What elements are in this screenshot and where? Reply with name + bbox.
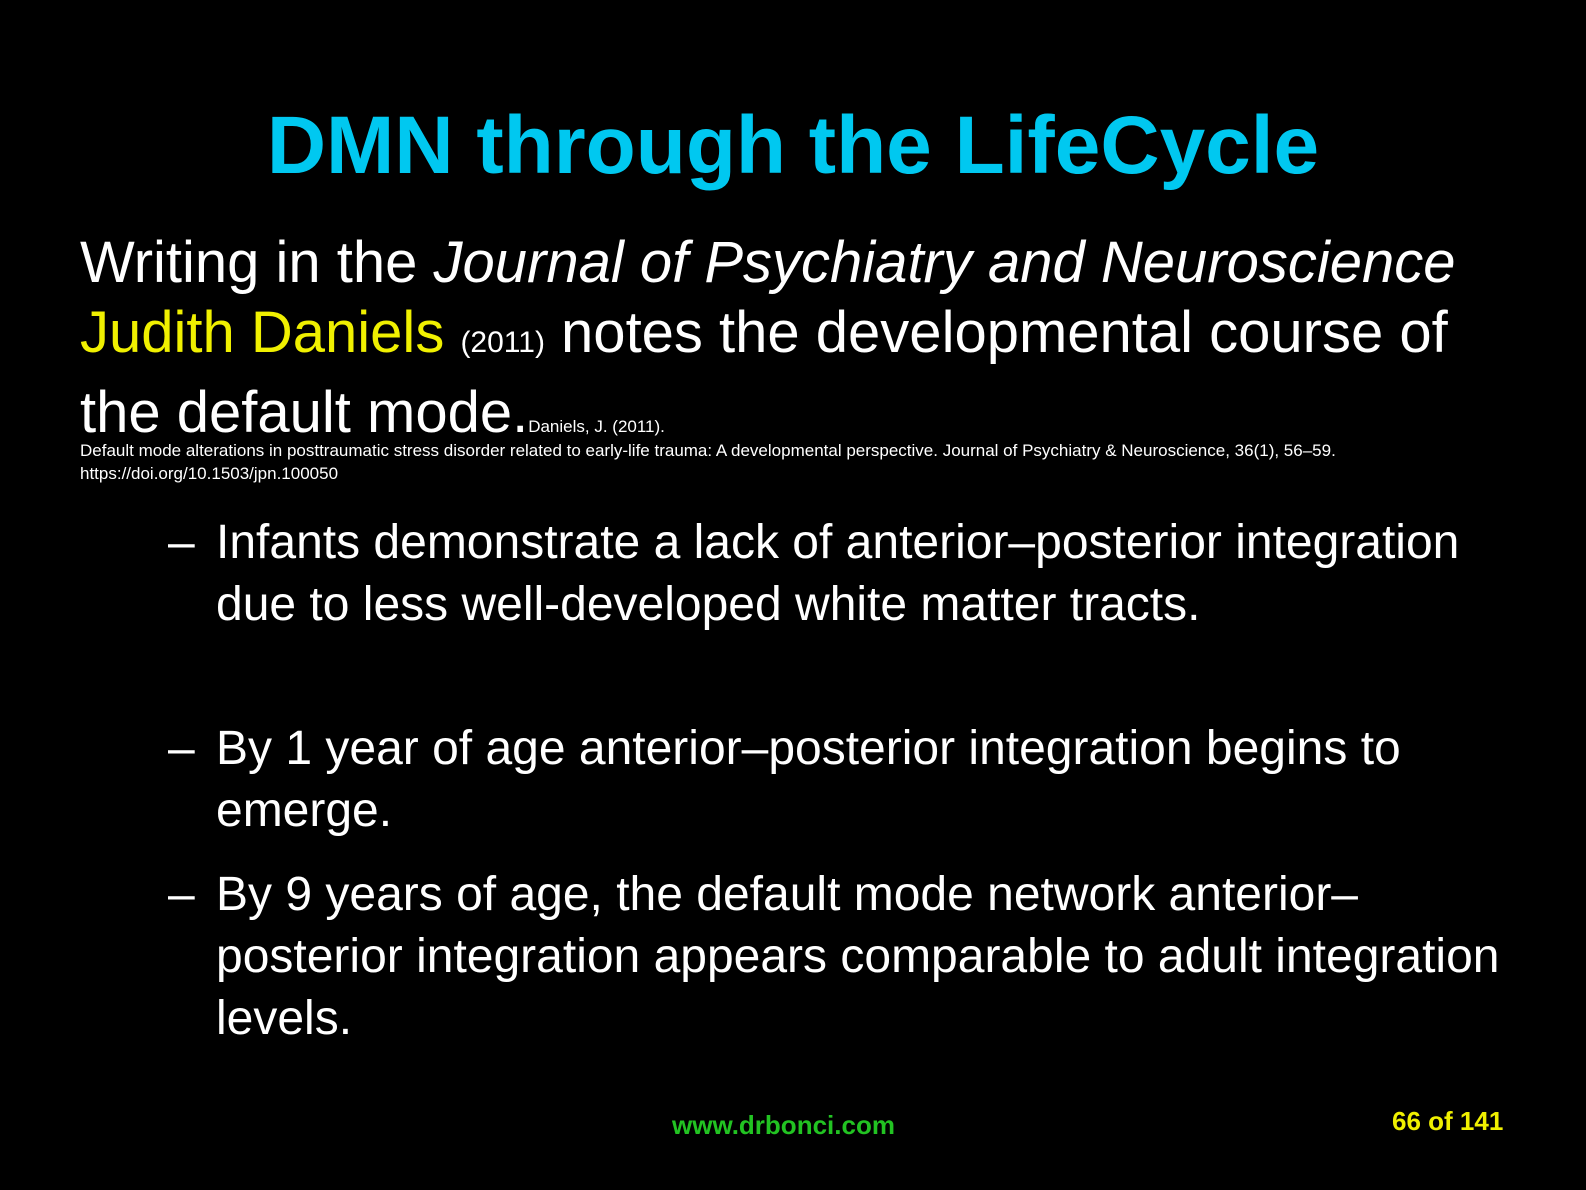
bullet-text: Infants demonstrate a lack of anterior–posterior integration due to less well-developed white matter tracts. (216, 516, 1460, 631)
publication-year: (2011) (460, 326, 545, 359)
footer-website-link[interactable]: www.drbonci.com (672, 1110, 895, 1140)
bullet-item (0, 512, 1586, 702)
intro-prefix: Writing in the (80, 230, 434, 295)
bullet-item (0, 718, 1586, 848)
author-name: Judith Daniels (80, 300, 445, 365)
bullet-text: By 1 year of age anterior–posterior integration begins to emerge. (216, 722, 1401, 837)
journal-name: Journal of Psychiatry and Neuroscience (433, 230, 1456, 295)
bullet-dash: – (168, 722, 195, 775)
bullet-dash: – (168, 868, 195, 921)
slide-title: DMN through the LifeCycle (266, 100, 1320, 191)
citation-reference: Default mode alterations in posttraumatic stress disorder related to early-life trauma: A developmental perspective. Journal of Psychiatry & Neuroscience, 36(1), 56–59. https://doi.org/10.1503/jpn.100050 (80, 441, 1336, 483)
bullet-dash: – (168, 516, 195, 569)
page-number: 66 of 141 (1392, 1106, 1504, 1136)
intro-suffix: notes the developmental course of the default mode. (80, 300, 1448, 445)
citation-head: Daniels, J. (2011). (528, 417, 665, 436)
intro-paragraph (80, 228, 1520, 462)
bullet-item (0, 864, 1586, 1054)
bullet-text: By 9 years of age, the default mode network anterior–posterior integration appears comparable to adult integration levels. (216, 868, 1500, 1045)
